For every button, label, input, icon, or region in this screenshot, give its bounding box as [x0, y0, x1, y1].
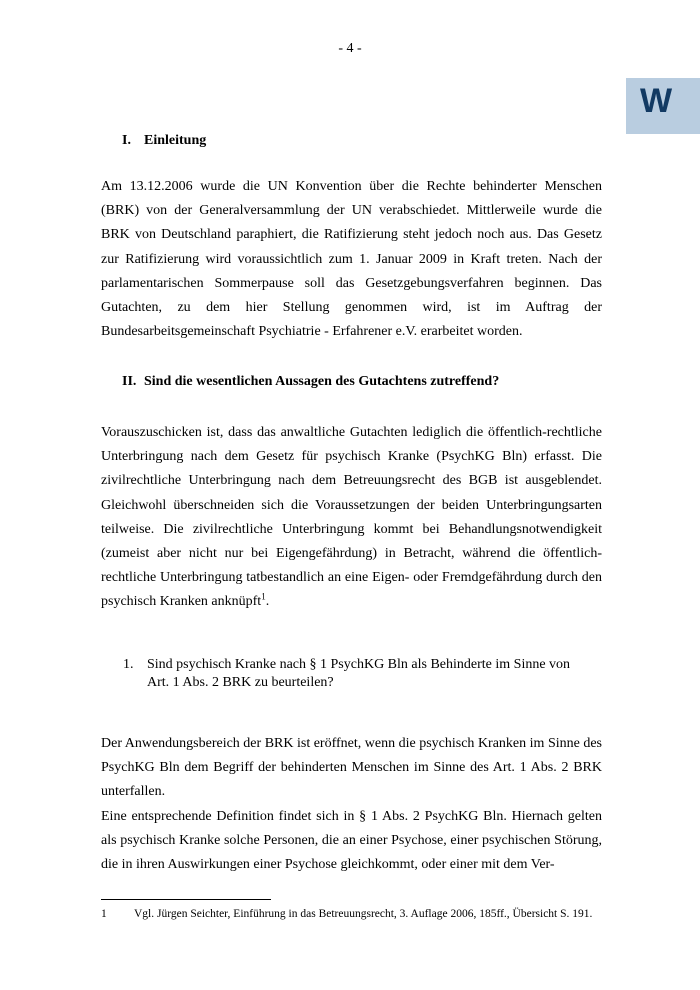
footnote-separator — [101, 899, 271, 900]
paragraph-anwendungsbereich — [101, 732, 602, 877]
paragraph-text: Eine entsprechende Definition findet sich in § 1 Abs. 2 PsychKG Bln. Hiernach gelten als psychisch Kranke solche Personen, die an einer Psychose, einer psychischen Störung, die in ihren Auswirkungen einer Psychose gleichkommt, oder einer mit dem Ver- — [101, 808, 602, 873]
subsection-number: 1. — [123, 657, 134, 672]
paragraph-body: Vorauszuschicken ist, dass das anwaltliche Gutachten lediglich die öffentlich-rechtliche Unterbringung nach dem Gesetz für psychisch Kranke (PsychKG Bln) erfasst. Die zivilrechtliche Unterbringung nach dem Betreuungsrecht des BGB ist ausgeblendet. Gleichwohl überschneiden sich die Voraussetzungen der beiden Unterbringungsarten teilweise. Die zivilrechtliche Unterbringung kommt bei Behandlungsnotwendigkeit (zumeist aber nicht nur bei Eigengefährdung) in Betracht, während die öffentlich-rechtliche Unterbringung tatbestandlich an eine Eigen- oder Fremdgefährdung durch den psychisch Kranken anknüpft — [101, 425, 602, 610]
section-heading-einleitung — [122, 133, 206, 149]
footnote-number: 1 — [101, 908, 107, 920]
section-title: Einleitung — [144, 133, 207, 148]
paragraph-vorauszuschicken — [101, 421, 602, 615]
paragraph-text: Der Anwendungsbereich der BRK ist eröffnet, wenn die psychisch Kranken im Sinne des PsychKG Bln dem Begriff der behinderten Menschen im Sinne des Art. 1 Abs. 2 BRK unterfallen. — [101, 736, 602, 800]
paragraph-end: . — [265, 594, 270, 610]
logo: W — [626, 78, 700, 134]
section-title: Sind die wesentlichen Aussagen des Gutachtens zutreffend? — [144, 374, 500, 389]
footnote-text: Vgl. Jürgen Seichter, Einführung in das Betreuungsrecht, 3. Auflage 2006, 185ff., Übersicht S. 191. — [134, 908, 593, 920]
paragraph-text — [101, 421, 602, 615]
section-number: II. — [122, 374, 137, 389]
page-number: - 4 - — [338, 41, 362, 56]
paragraph-einleitung — [101, 175, 602, 344]
section-number: I. — [122, 133, 131, 148]
section-heading-aussagen — [122, 374, 499, 390]
subsection-title: Sind psychisch Kranke nach § 1 PsychKG Bln als Behinderte im Sinne von Art. 1 Abs. 2 BRK zu beurteilen? — [147, 657, 571, 690]
paragraph-text: Am 13.12.2006 wurde die UN Konvention über die Rechte behinderter Menschen (BRK) von der Generalversammlung der UN verabschiedet. Mittlerweile wurde die BRK von Deutschland paraphiert, die Ratifizierung steht jedoch noch aus. Das Gesetz zur Ratifizierung wird voraussichtlich zum 1. Januar 2009 in Kraft treten. Nach der parlamentarischen Sommerpause soll das Gesetzgebungsverfahren beginnen. Das Gutachten, zu dem hier Stellung genommen wird, ist im Auftrag der Bundesarbeitsgemeinschaft Psychiatrie - Erfahrener e.V. erarbeitet worden. — [101, 179, 602, 340]
footnote — [101, 908, 592, 920]
footnote-reference[interactable]: 1 — [261, 591, 266, 602]
